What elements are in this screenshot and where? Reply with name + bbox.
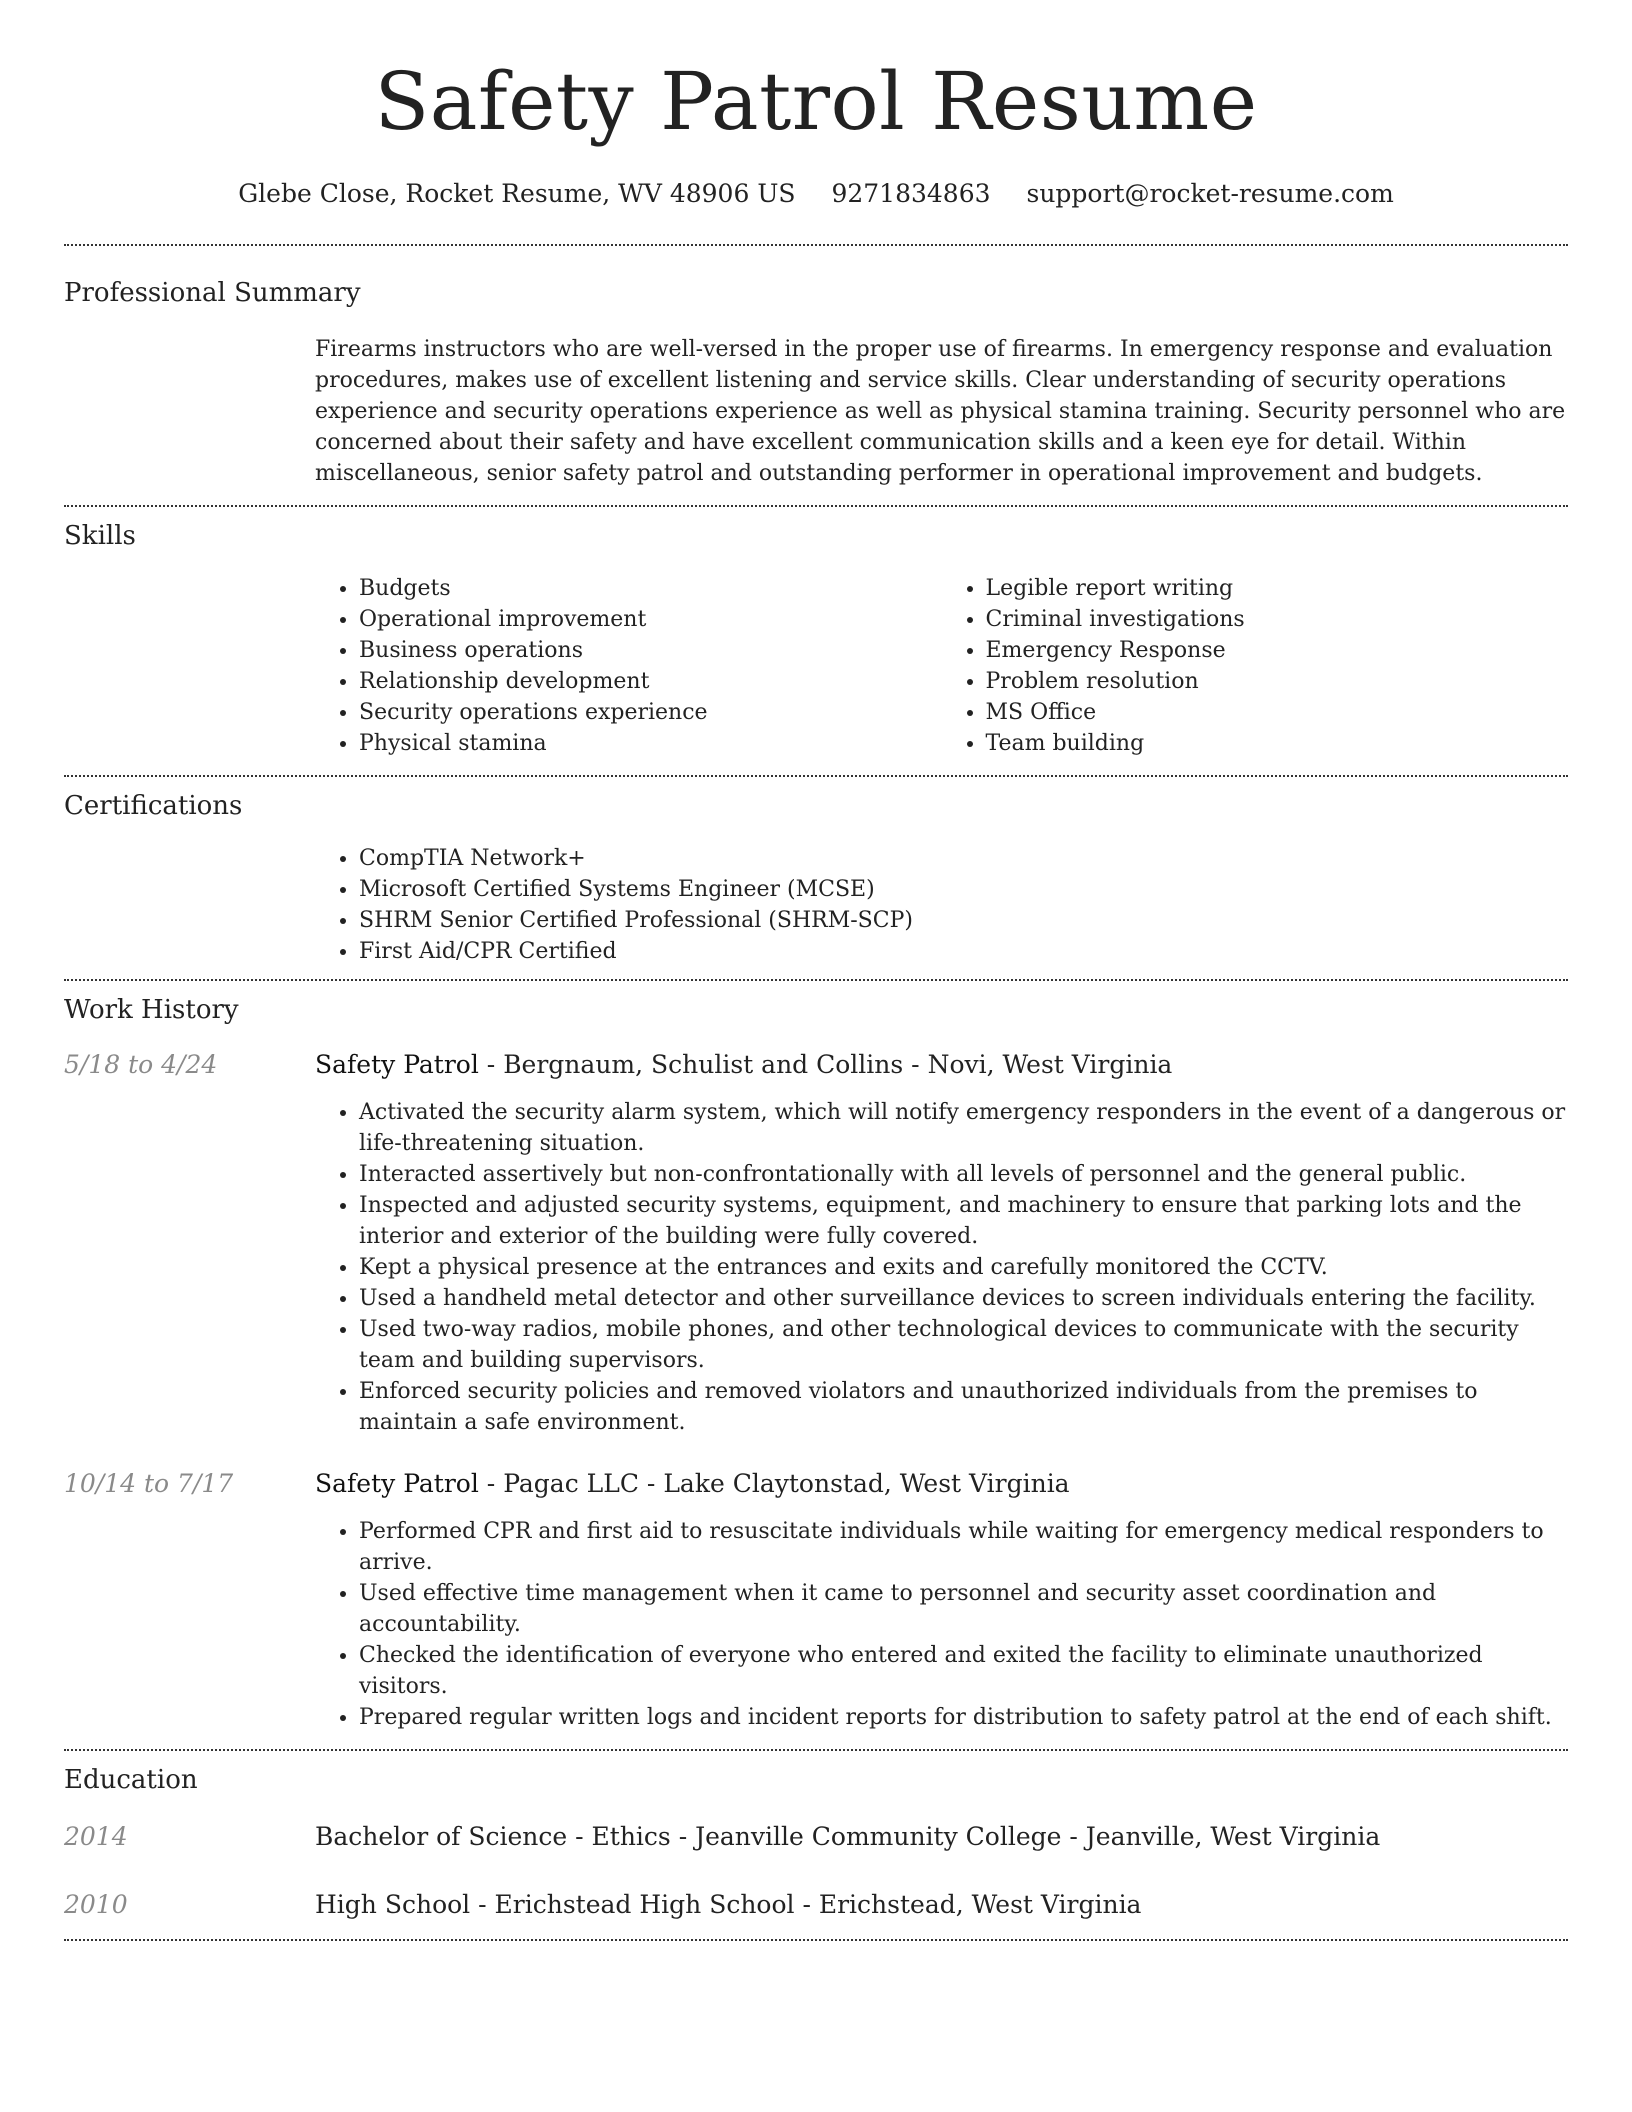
skill-item: • Relationship development (359, 666, 942, 697)
job-dates: 10/14 to 7/17 (64, 1469, 234, 1498)
skill-item: • Budgets (359, 573, 942, 604)
skills-left-spacer (64, 573, 315, 759)
job-entry (64, 1049, 1568, 1438)
education-section (64, 1751, 1568, 1921)
skill-item: • Criminal investigations (986, 604, 1569, 635)
work-history-heading: Work History (64, 995, 239, 1025)
resume-title: Safety Patrol Resume (374, 55, 1258, 148)
contact-line (64, 178, 1568, 210)
certification-item: • Microsoft Certified Systems Engineer (MCSE) (359, 874, 1568, 905)
skill-item: • Problem resolution (986, 666, 1569, 697)
job-bullet: • Enforced security policies and removed violators and unauthorized individuals from the premises to maintain a safe environment. (359, 1376, 1568, 1438)
job-location: Lake Claytonstad, West Virginia (663, 1469, 1070, 1498)
skills-heading: Skills (64, 521, 136, 551)
job-location: Novi, West Virginia (927, 1050, 1173, 1079)
job-bullets (315, 1516, 1568, 1733)
education-heading: Education (64, 1765, 198, 1795)
skill-item: • MS Office (986, 697, 1569, 728)
job-bullet: • Used effective time management when it came to personnel and security asset coordination and accountability. (359, 1578, 1568, 1640)
skill-item: • Legible report writing (986, 573, 1569, 604)
education-details: Bachelor of Science - Ethics - Jeanville Community College - Jeanville, West Virginia (315, 1822, 1381, 1851)
job-bullet: • Kept a physical presence at the entrances and exits and carefully monitored the CCTV. (359, 1252, 1568, 1283)
contact-email: support@rocket-resume.com (1026, 179, 1394, 208)
job-dates: 5/18 to 4/24 (64, 1050, 218, 1079)
job-heading (315, 1049, 1568, 1081)
skill-item: • Physical stamina (359, 728, 942, 759)
job-separator: - (478, 1469, 504, 1498)
job-separator: - (638, 1469, 664, 1498)
certification-item: • SHRM Senior Certified Professional (SHRM-SCP) (359, 905, 1568, 936)
section-divider (64, 1939, 1568, 1941)
education-entry (64, 1889, 1568, 1921)
education-entry (64, 1821, 1568, 1853)
education-details: High School - Erichstead High School - Erichstead, West Virginia (315, 1890, 1142, 1919)
job-role: Safety Patrol (315, 1050, 479, 1079)
job-bullet: • Used a handheld metal detector and other surveillance devices to screen individuals entering the facility. (359, 1283, 1568, 1314)
job-heading (315, 1468, 1568, 1500)
skills-section (64, 507, 1568, 759)
skill-item: • Emergency Response (986, 635, 1569, 666)
summary-text: Firearms instructors who are well-versed in the proper use of firearms. In emergency response and evaluation procedures, makes use of excellent listening and service skills. Clear understanding of security operations experience and security operations experience as well as physical stamina training. Security personnel who are concerned about their safety and have excellent communication skills and a keen eye for detail. Within miscellaneous, senior safety patrol and outstanding performer in operational improvement and budgets. (315, 337, 1566, 486)
job-bullet: • Used two-way radios, mobile phones, and other technological devices to communicate with the security team and building supervisors. (359, 1314, 1568, 1376)
certifications-heading: Certifications (64, 791, 243, 821)
certifications-list (315, 843, 1568, 967)
skills-list-left (315, 573, 942, 759)
job-role: Safety Patrol (315, 1469, 479, 1498)
job-bullet: • Interacted assertively but non-confrontationally with all levels of personnel and the general public. (359, 1159, 1568, 1190)
skill-item: • Team building (986, 728, 1569, 759)
education-year: 2014 (64, 1822, 128, 1851)
certifications-section (64, 777, 1568, 967)
work-history-section (64, 981, 1568, 1733)
job-separator: - (903, 1050, 928, 1079)
skill-item: • Business operations (359, 635, 942, 666)
job-bullet: • Activated the security alarm system, which will notify emergency responders in the event of a dangerous or life-threatening situation. (359, 1097, 1568, 1159)
skill-item: • Security operations experience (359, 697, 942, 728)
summary-left-spacer (64, 334, 315, 489)
job-company: Bergnaum, Schulist and Collins (503, 1050, 904, 1079)
job-bullet: • Prepared regular written logs and incident reports for distribution to safety patrol at the end of each shift. (359, 1702, 1568, 1733)
certification-item: • CompTIA Network+ (359, 843, 1568, 874)
contact-address: Glebe Close, Rocket Resume, WV 48906 US (238, 179, 796, 208)
job-company: Pagac LLC (503, 1469, 639, 1498)
job-bullet: • Inspected and adjusted security systems, equipment, and machinery to ensure that parking lots and the interior and exterior of the building were fully covered. (359, 1190, 1568, 1252)
job-entry (64, 1468, 1568, 1733)
job-separator: - (478, 1050, 504, 1079)
education-year: 2010 (64, 1890, 128, 1919)
contact-phone: 9271834863 (831, 179, 991, 208)
job-bullets (315, 1097, 1568, 1438)
skills-list-right (942, 573, 1569, 759)
summary-heading: Professional Summary (64, 278, 361, 308)
certification-item: • First Aid/CPR Certified (359, 936, 1568, 967)
job-bullet: • Checked the identification of everyone who entered and exited the facility to eliminate unauthorized visitors. (359, 1640, 1568, 1702)
summary-section (64, 246, 1568, 489)
skill-item: • Operational improvement (359, 604, 942, 635)
job-bullet: • Performed CPR and first aid to resuscitate individuals while waiting for emergency medical responders to arrive. (359, 1516, 1568, 1578)
certifications-left-spacer (64, 843, 315, 967)
resume-header (64, 0, 1568, 210)
